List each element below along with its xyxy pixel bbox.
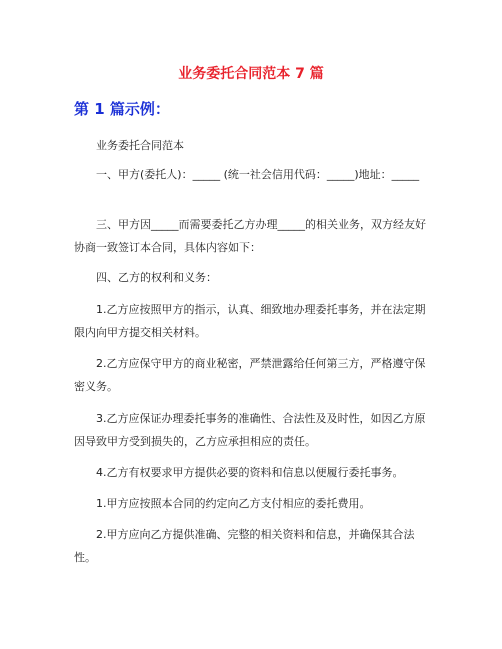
paragraph-duty-4: 4.乙方有权要求甲方提供必要的资料和信息以便履行委托事务。 — [96, 466, 404, 479]
paragraph-party-a-duty-1: 1.甲方应按照本合同的约定向乙方支付相应的委托费用。 — [96, 497, 371, 510]
paragraph-duty-2: 2.乙方应保守甲方的商业秘密，严禁泄露给任何第三方，严格遵守保密义务。 — [74, 357, 426, 393]
document-title: 业务委托合同范本 7 篇 — [178, 66, 324, 82]
paragraph-duty-1: 1.乙方应按照甲方的指示，认真、细致地办理委托事务，并在法定期限内向甲方提交相关材料。 — [74, 303, 426, 339]
paragraph-contract-name: 业务委托合同范本 — [96, 139, 184, 152]
paragraph-party-a-duty-2: 2.甲方应向乙方提供准确、完整的相关资料和信息，并确保其合法性。 — [74, 528, 415, 564]
paragraph-party-a: 一、甲方(委托人)：_____ (统一社会信用代码：_____)地址：_____ — [96, 168, 420, 181]
paragraph-entrustment-purpose: 三、甲方因_____而需要委托乙方办理_____的相关业务，双方经友好协商一致签订本合同，具体内容如下： — [74, 218, 426, 254]
section-heading: 第 1 篇示例： — [74, 100, 170, 118]
paragraph-duty-3: 3.乙方应保证办理委托事务的准确性、合法性及及时性，如因乙方原因导致甲方受到损失的，乙方应承担相应的责任。 — [74, 412, 426, 448]
paragraph-rights-heading: 四、乙方的权利和义务： — [96, 271, 217, 284]
